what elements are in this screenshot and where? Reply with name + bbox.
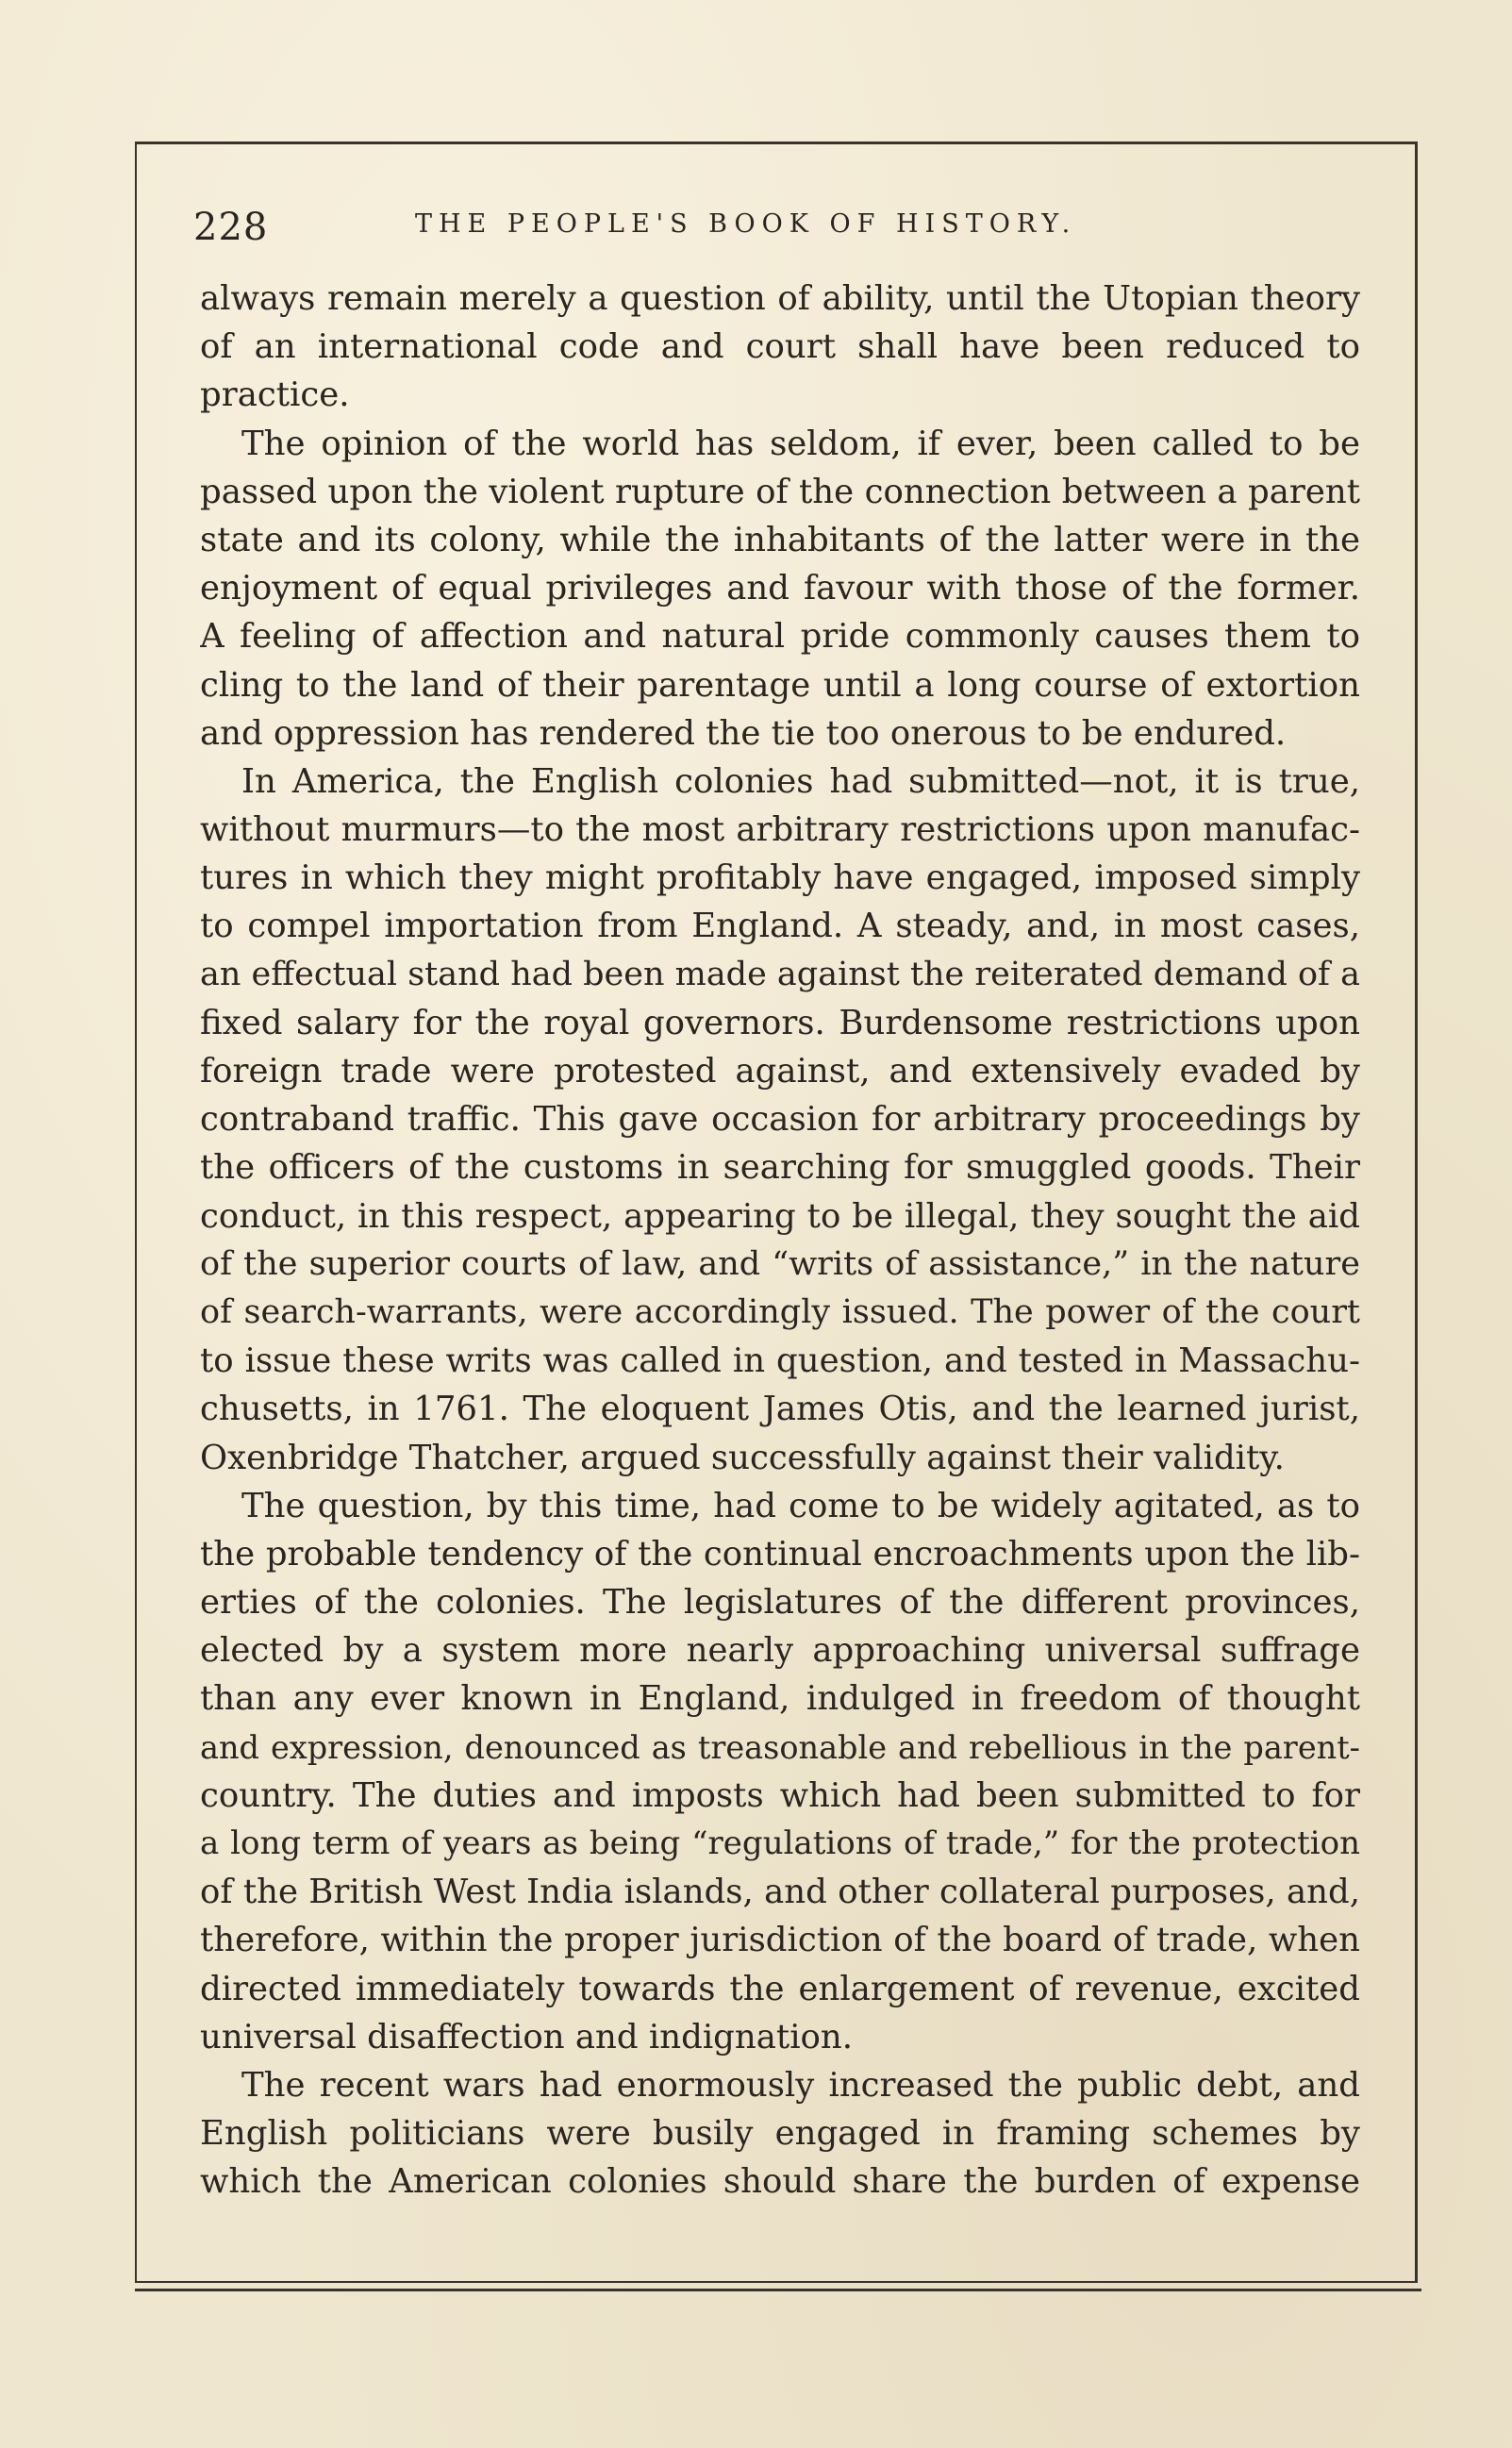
text-line: In America, the English colonies had submitted—not, it is true,: [241, 761, 1360, 801]
text-line: a long term of years as being “regulations of trade,” for the protection: [200, 1824, 1360, 1862]
page-header: [193, 198, 1372, 255]
text-line: erties of the colonies. The legislatures of the different provinces,: [200, 1583, 1360, 1623]
text-line: the probable tendency of the continual encroachments upon the lib-: [200, 1534, 1360, 1574]
text-line: The recent wars had enormously increased the public debt, and: [241, 2065, 1360, 2105]
page-number: 228: [193, 206, 269, 249]
text-line: of an international code and court shall have been reduced to: [200, 327, 1360, 367]
text-line: cling to the land of their parentage until a long course of extortion: [200, 665, 1360, 705]
text-line: to compel importation from England. A steady, and, in most cases,: [200, 907, 1360, 946]
text-line: Oxenbridge Thatcher, argued successfully against their validity.: [200, 1438, 1285, 1477]
text-line: English politicians were busily engaged in framing schemes by: [200, 2114, 1360, 2154]
text-line: without murmurs—to the most arbitrary restrictions upon manufac-: [200, 810, 1360, 850]
text-line: of the superior courts of law, and “writs of assistance,” in the nature: [200, 1244, 1360, 1283]
frame-bottom-rule: [135, 2289, 1421, 2291]
text-line: and expression, denounced as treasonable and rebellious in the parent-: [200, 1728, 1360, 1766]
text-line: The question, by this time, had come to be widely agitated, as to: [241, 1486, 1360, 1525]
text-line: universal disaffection and indignation.: [200, 2017, 854, 2057]
text-line: elected by a system more nearly approaching universal suffrage: [200, 1631, 1360, 1671]
text-line: The opinion of the world has seldom, if ever, been called to be: [241, 424, 1360, 463]
text-line: country. The duties and imposts which had been submitted to for: [200, 1775, 1360, 1815]
running-title: THE PEOPLE'S BOOK OF HISTORY.: [415, 209, 1077, 239]
text-line: state and its colony, while the inhabitants of the latter were in the: [200, 520, 1360, 559]
text-line: foreign trade were protested against, and extensively evaded by: [200, 1052, 1360, 1091]
text-line: A feeling of affection and natural pride commonly causes them to: [200, 617, 1360, 657]
text-line: which the American colonies should share the burden of expense: [200, 2162, 1360, 2202]
text-line: directed immediately towards the enlargement of revenue, excited: [200, 1969, 1360, 2008]
text-line: conduct, in this respect, appearing to be illegal, they sought the aid: [200, 1196, 1360, 1236]
body-text: [200, 275, 1360, 2207]
text-line: an effectual stand had been made against the reiterated demand of a: [200, 955, 1360, 993]
text-line: to issue these writs was called in question, and tested in Massachu-: [200, 1341, 1360, 1381]
text-line: contraband traffic. This gave occasion for arbitrary proceedings by: [200, 1100, 1360, 1140]
text-line: chusetts, in 1761. The eloquent James Otis, and the learned jurist,: [200, 1390, 1360, 1429]
text-line: than any ever known in England, indulged in freedom of thought: [200, 1679, 1360, 1719]
text-line: of the British West India islands, and other collateral purposes, and,: [200, 1873, 1360, 1912]
text-line: always remain merely a question of ability, until the Utopian theory: [200, 279, 1360, 318]
text-line: practice.: [200, 375, 350, 415]
text-line: enjoyment of equal privileges and favour with those of the former.: [200, 569, 1360, 608]
text-line: and oppression has rendered the tie too onerous to be endured.: [200, 713, 1287, 753]
text-line: therefore, within the proper jurisdiction of the board of trade, when: [200, 1921, 1360, 1960]
text-line: the officers of the customs in searching for smuggled goods. Their: [200, 1148, 1360, 1188]
text-line: tures in which they might profitably have engaged, imposed simply: [200, 858, 1360, 898]
text-line: fixed salary for the royal governors. Burdensome restrictions upon: [200, 1003, 1360, 1042]
text-line: of search-warrants, were accordingly issued. The power of the court: [200, 1292, 1360, 1331]
text-line: passed upon the violent rupture of the connection between a parent: [200, 472, 1360, 511]
